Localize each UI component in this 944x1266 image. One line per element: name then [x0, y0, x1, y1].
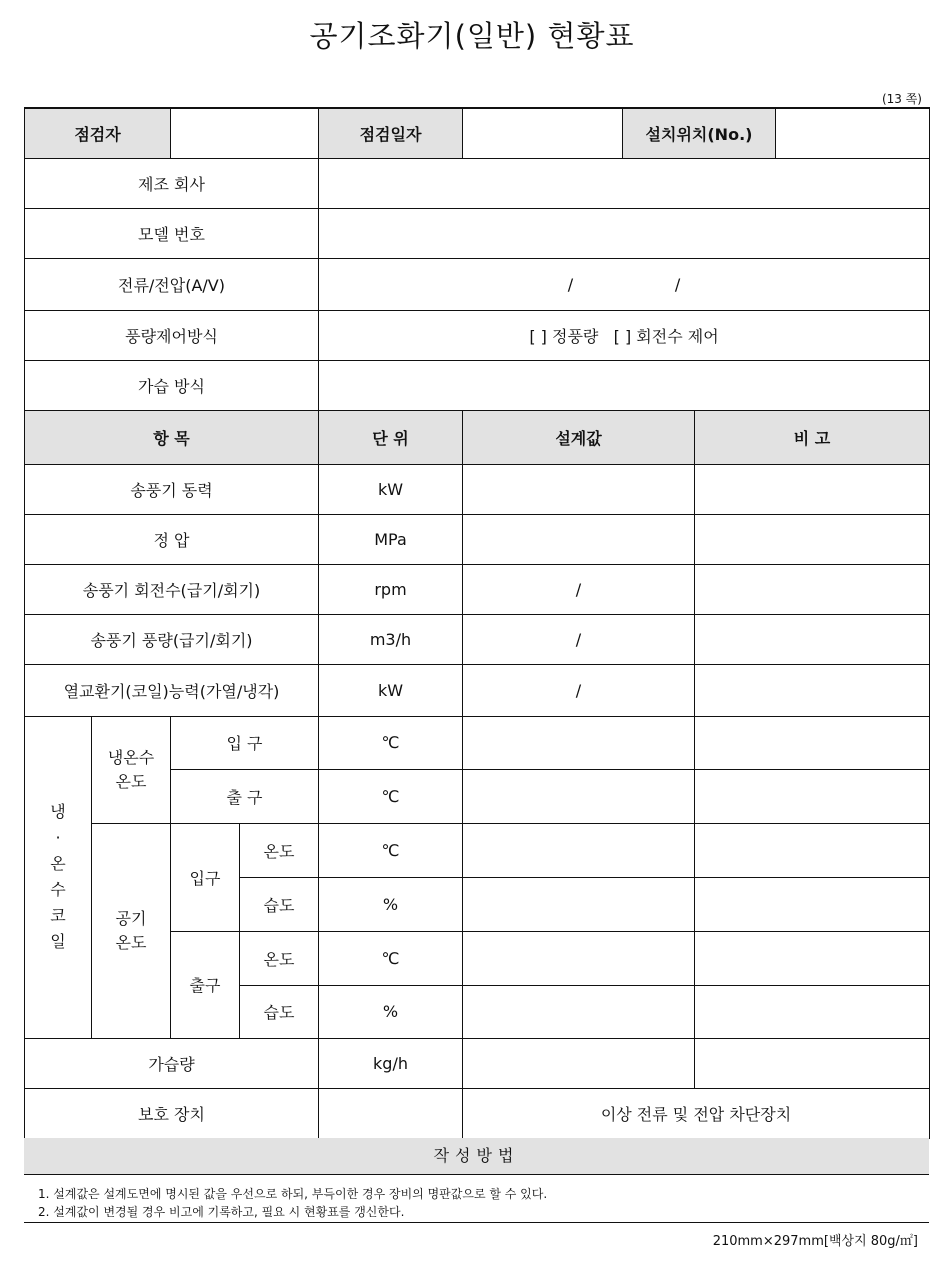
water-inlet-unit: ℃: [319, 716, 463, 769]
air-inlet-label: 입구: [171, 823, 240, 931]
water-temp-label: 냉온수 온도: [92, 716, 171, 823]
water-outlet-unit: ℃: [319, 769, 463, 823]
status-table: [24, 107, 930, 1139]
guide-line-2: 2. 설계값이 변경될 경우 비고에 기록하고, 필요 시 현황표를 갱신한다.: [38, 1205, 405, 1219]
air-outlet-temp-remark[interactable]: [695, 931, 930, 985]
protection-unit[interactable]: [319, 1088, 463, 1138]
airflow-control-label: 풍량제어방식: [25, 310, 319, 360]
airflow-control-options[interactable]: [ ] 정풍량 [ ] 회전수 제어: [319, 310, 930, 360]
heat-exchange-label: 열교환기(코일)능력(가열/냉각): [25, 664, 319, 716]
fan-airflow-unit: m3/h: [319, 614, 463, 664]
air-outlet-temp-label: 온도: [240, 931, 319, 985]
static-pressure-unit: MPa: [319, 514, 463, 564]
page-title: 공기조화기(일반) 현황표: [309, 19, 635, 53]
location-label: 설치위치(No.): [623, 108, 776, 158]
manufacturer-label: 제조 회사: [25, 158, 319, 208]
heat-exchange-unit: kW: [319, 664, 463, 716]
air-outlet-temp-design[interactable]: [463, 931, 695, 985]
current-voltage-label: 전류/전압(A/V): [25, 258, 319, 310]
inspector-field[interactable]: [171, 108, 319, 158]
humidification-design[interactable]: [463, 1038, 695, 1088]
column-header-unit: 단 위: [319, 410, 463, 464]
column-header-remark: 비 고: [695, 410, 930, 464]
water-inlet-design[interactable]: [463, 716, 695, 769]
static-pressure-label: 정 압: [25, 514, 319, 564]
air-outlet-humidity-label: 습도: [240, 985, 319, 1038]
water-inlet-label: 입 구: [171, 716, 319, 769]
protection-value: 이상 전류 및 전압 차단장치: [463, 1088, 930, 1138]
page-number: (13 쪽): [881, 92, 922, 106]
water-inlet-remark[interactable]: [695, 716, 930, 769]
inspector-label: 점검자: [25, 108, 171, 158]
air-inlet-humidity-unit: %: [319, 877, 463, 931]
air-outlet-humidity-remark[interactable]: [695, 985, 930, 1038]
humidify-method-field[interactable]: [319, 360, 930, 410]
air-outlet-humidity-design[interactable]: [463, 985, 695, 1038]
fan-rpm-design[interactable]: /: [463, 564, 695, 614]
protection-label: 보호 장치: [25, 1088, 319, 1138]
date-field[interactable]: [463, 108, 623, 158]
fan-rpm-label: 송풍기 회전수(급기/회기): [25, 564, 319, 614]
heat-exchange-remark[interactable]: [695, 664, 930, 716]
date-label: 점검일자: [319, 108, 463, 158]
humidification-unit: kg/h: [319, 1038, 463, 1088]
coil-group-label: 냉 · 온 수 코 일: [25, 716, 92, 1038]
humidify-method-label: 가습 방식: [25, 360, 319, 410]
water-outlet-label: 출 구: [171, 769, 319, 823]
column-header-design: 설계값: [463, 410, 695, 464]
water-outlet-remark[interactable]: [695, 769, 930, 823]
current-voltage-field[interactable]: / /: [319, 258, 930, 310]
fan-rpm-remark[interactable]: [695, 564, 930, 614]
fan-power-label: 송풍기 동력: [25, 464, 319, 514]
manufacturer-field[interactable]: [319, 158, 930, 208]
air-inlet-temp-label: 온도: [240, 823, 319, 877]
writing-guide: [24, 1138, 929, 1223]
water-outlet-design[interactable]: [463, 769, 695, 823]
fan-airflow-remark[interactable]: [695, 614, 930, 664]
heat-exchange-design[interactable]: /: [463, 664, 695, 716]
air-outlet-label: 출구: [171, 931, 240, 1038]
model-number-label: 모델 번호: [25, 208, 319, 258]
air-inlet-humidity-remark[interactable]: [695, 877, 930, 931]
humidification-remark[interactable]: [695, 1038, 930, 1088]
model-number-field[interactable]: [319, 208, 930, 258]
paper-spec: 210mm×297mm[백상지 80g/㎡]: [712, 1234, 918, 1249]
fan-airflow-design[interactable]: /: [463, 614, 695, 664]
air-inlet-temp-remark[interactable]: [695, 823, 930, 877]
static-pressure-design[interactable]: [463, 514, 695, 564]
air-outlet-temp-unit: ℃: [319, 931, 463, 985]
air-temp-label: 공기 온도: [92, 823, 171, 1038]
static-pressure-remark[interactable]: [695, 514, 930, 564]
location-field[interactable]: [776, 108, 930, 158]
air-outlet-humidity-unit: %: [319, 985, 463, 1038]
column-header-item: 항 목: [25, 410, 319, 464]
air-inlet-humidity-design[interactable]: [463, 877, 695, 931]
writing-guide-header: 작성방법: [24, 1138, 929, 1175]
fan-rpm-unit: rpm: [319, 564, 463, 614]
guide-line-1: 1. 설계값은 설계도면에 명시된 값을 우선으로 하되, 부득이한 경우 장비의 명판값으로 할 수 있다.: [38, 1187, 548, 1201]
fan-power-remark[interactable]: [695, 464, 930, 514]
humidification-label: 가습량: [25, 1038, 319, 1088]
fan-power-unit: kW: [319, 464, 463, 514]
air-inlet-temp-design[interactable]: [463, 823, 695, 877]
fan-airflow-label: 송풍기 풍량(급기/회기): [25, 614, 319, 664]
air-inlet-temp-unit: ℃: [319, 823, 463, 877]
air-inlet-humidity-label: 습도: [240, 877, 319, 931]
fan-power-design[interactable]: [463, 464, 695, 514]
